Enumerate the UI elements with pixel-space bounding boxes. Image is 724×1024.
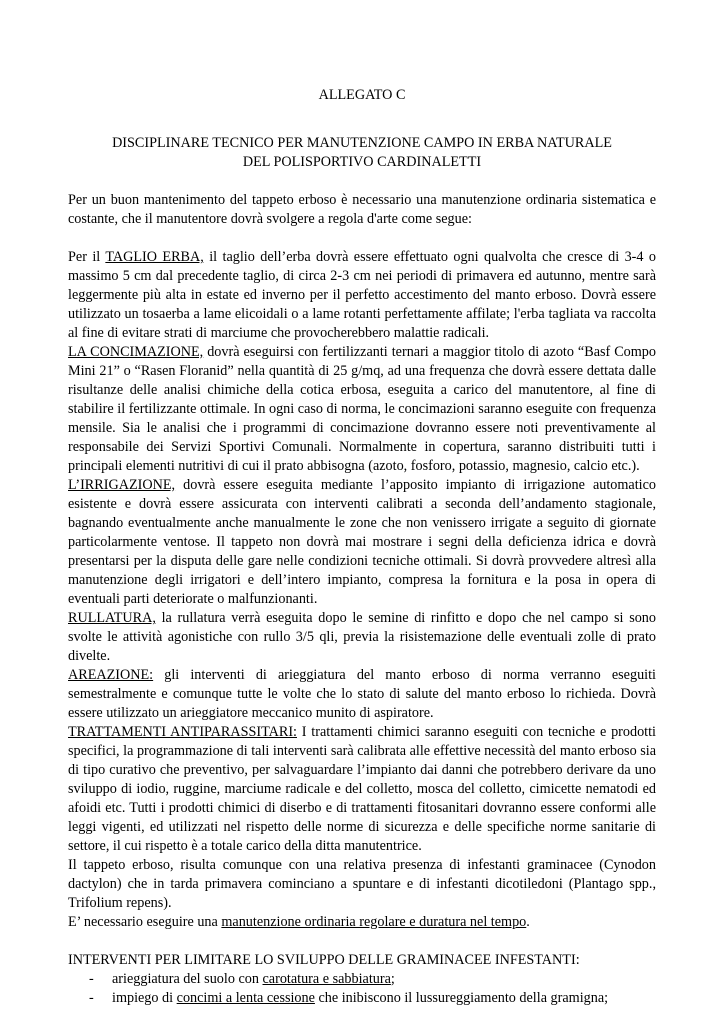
list-item [68,970,656,989]
rullatura-paragraph [68,609,656,666]
areazione-label: AREAZIONE: [68,667,154,683]
necessario-suffix: . [526,914,530,930]
taglio-label: TAGLIO ERBA, [105,249,204,265]
list-dash: - [89,990,94,1006]
taglio-prefix: Per il [68,249,106,265]
irrigazione-label: L’IRRIGAZIONE, [68,477,176,493]
list-item-prefix: arieggiatura del suolo con [112,971,263,987]
list-item-suffix: che inibiscono il lussureggiamento della gramigna; [314,990,609,1006]
list-item-prefix: impiego di [112,990,177,1006]
trattamenti-paragraph [68,723,656,856]
irrigazione-paragraph [68,476,656,609]
document-page [68,86,656,1008]
list-dash: - [89,971,94,987]
infestanti-paragraph: Il tappeto erboso, risulta comunque con una relativa presenza di infestanti graminacee (Cynodon dactylon) che in tarda primavera cominciano a spuntare e di infestanti dicotiledoni (Plantago spp., Trifolium repens). [68,857,656,911]
document-title [68,134,656,172]
trattamenti-label: TRATTAMENTI ANTIPARASSITARI: [68,724,297,740]
rullatura-label: RULLATURA, [68,610,156,626]
allegato-heading: ALLEGATO C [318,87,406,103]
areazione-paragraph [68,666,656,723]
necessario-paragraph [68,913,656,932]
list-item-suffix: ; [390,971,395,987]
rullatura-text: la rullatura verrà eseguita dopo le semine di rinfitto e dopo che nel campo si sono svolte le attività agonistiche con rullo 3/5 qli, previa la risistemazione delle eventuali zolle di prato divelte. [68,610,656,664]
interventi-heading: INTERVENTI PER LIMITARE LO SVILUPPO DELLE GRAMINACEE INFESTANTI: [68,952,580,968]
necessario-underlined: manutenzione ordinaria regolare e duratura nel tempo [221,914,527,930]
spacer [68,229,656,248]
concimazione-label: LA CONCIMAZIONE, [68,344,204,360]
list-item [68,989,656,1008]
irrigazione-text: dovrà essere eseguita mediante l’apposito impianto di irrigazione automatico esistente e dovrà essere assicurata con interventi calibrati a seconda dell’andamento stagionale, bagnando eventualmente anche manualmente le zone che non venissero irrigate a seguito di giornate particolarmente ventose. Il tappeto non dovrà mai mostrare i segni della deficienza idrica e dovrà presentarsi per la disputa delle gare nelle condizioni tecniche ottimali. Si dovrà provvedere altresì alla manutenzione degli irrigatori e dell’intero impianto, compresa la fornitura e la posa in opera di eventuali parti deteriorate o malfunzionanti. [68,477,656,607]
title-line-1: DISCIPLINARE TECNICO PER MANUTENZIONE CAMPO IN ERBA NATURALE [112,135,612,151]
concimazione-paragraph [68,343,656,476]
title-line-2: DEL POLISPORTIVO CARDINALETTI [242,154,482,170]
necessario-prefix: E’ necessario eseguire una [68,914,222,930]
intro-paragraph: Per un buon mantenimento del tappeto erboso è necessario una manutenzione ordinaria sistematica e costante, che il manutentore dovrà svolgere a regola d'arte come segue: [68,192,656,227]
concimazione-text: dovrà eseguirsi con fertilizzanti ternari a maggior titolo di azoto “Basf Compo Mini 21” o “Rasen Floranid” nella quantità di 25 g/mq, ad una frequenza che dovrà essere dettata dalle risultanze delle analisi chimiche della cotica erbosa, eseguita a carico del manutentore, al fine di stabilire il fertilizzante ottimale. In ogni caso di norma, le concimazioni saranno eseguite con frequenza mensile. Sia le analisi che i programmi di concimazione dovranno essere noti preventivamente al responsabile dei Servizi Sportivi Comunali. Normalmente in copertura, saranno distribuiti tutti i principali elementi nutritivi di cui il prato abbisogna (azoto, fosforo, potassio, magnesio, calcio etc.). [68,344,656,474]
taglio-paragraph [68,248,656,343]
list-item-underlined: carotatura e sabbiatura [262,971,391,987]
list-item-underlined: concimi a lenta cessione [176,990,315,1006]
areazione-text: gli interventi di arieggiatura del manto erboso di norma verranno eseguiti semestralmente e comunque tutte le volte che lo stato di salute del manto erboso lo richieda. Dovrà essere utilizzato un arieggiatore meccanico munito di aspiratore. [68,667,656,721]
interventi-list [68,970,656,1008]
trattamenti-text: I trattamenti chimici saranno eseguiti con tecniche e prodotti specifici, la programmazione di tali interventi sarà calibrata alle effettive necessità del manto erboso sia di tipo curativo che preventivo, per salvaguardare l’impianto dai danni che potrebbero derivare da uno sviluppo di iodio, ruggine, marciume radicale e del colletto, mosca del colletto, cimicette nematodi ed afoidi etc. Tutti i prodotti chimici di diserbo e di trattamenti fitosanitari dovranno essere conformi alle leggi vigenti, ed utilizzati nel rispetto delle norme di sicurezza e delle specifiche norme sanitarie di settore, il cui rispetto è a totale carico della ditta manutentrice. [68,724,656,854]
taglio-text: il taglio dell’erba dovrà essere effettuato ogni qualvolta che cresce di 3-4 o massimo 5 cm dal precedente taglio, di circa 2-3 cm nei periodi di primavera ed autunno, mentre sarà leggermente più alta in estate ed inverno per il perfetto accestimento del manto erboso. Dovrà essere utilizzato un tosaerba a lame elicoidali o a lame rotanti perfettamente affilate; l'erba tagliata va raccolta al fine di evitare strati di marciume che provocherebbero malattie radicali. [68,249,656,341]
